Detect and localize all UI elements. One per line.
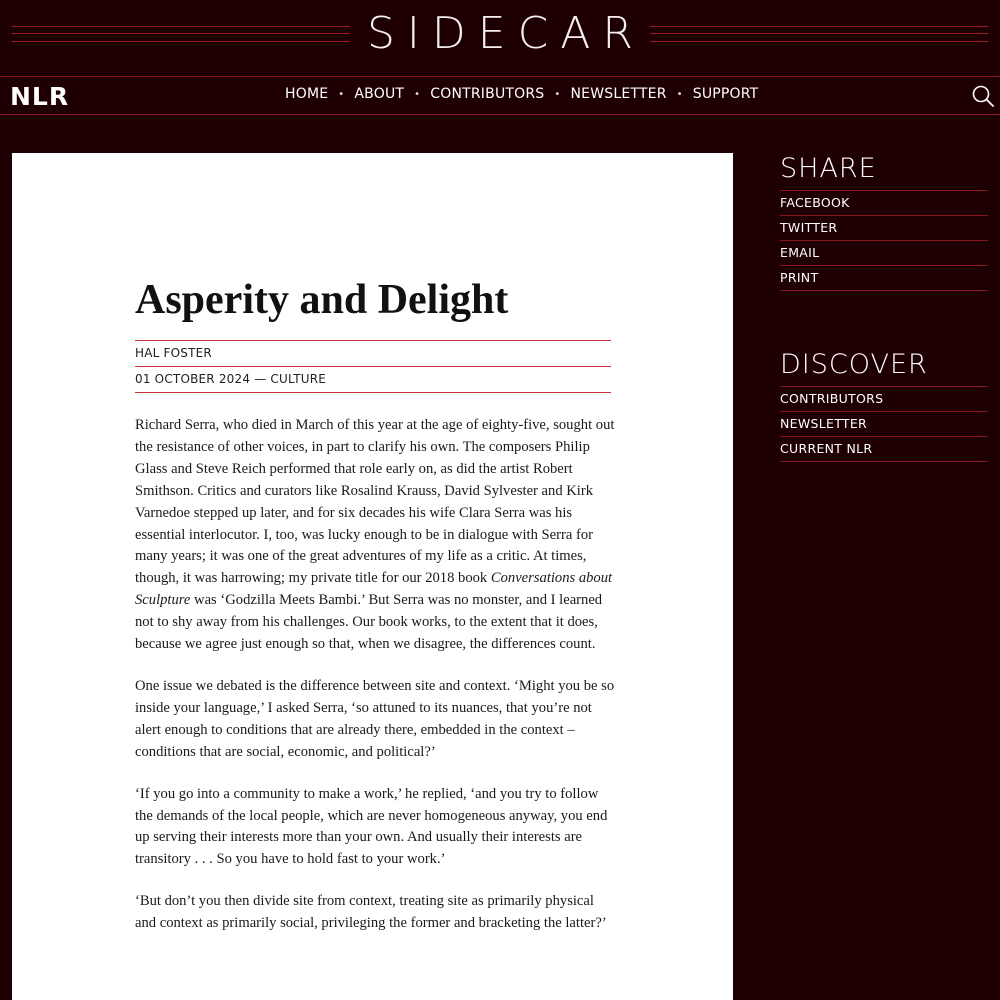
site-title[interactable]: SIDECAR: [367, 8, 645, 59]
discover-contributors-link[interactable]: CONTRIBUTORS: [780, 387, 988, 412]
sidebar: [780, 150, 988, 462]
nav-separator: •: [676, 88, 683, 100]
share-twitter-link[interactable]: TWITTER: [780, 216, 988, 241]
share-facebook-link[interactable]: FACEBOOK: [780, 191, 988, 216]
body-paragraph: ‘If you go into a community to make a work,’ he replied, ‘and you try to follow the demands of the local people, which are never homogeneous anyway, you end up serving their interests more than your own. And usually their interests are transitory . . . So you have to hold fast to your work.’: [135, 785, 608, 868]
article-author: [135, 340, 611, 367]
nav-item-home[interactable]: HOME: [285, 86, 329, 102]
paragraph-text: was ‘Godzilla Meets Bambi.’ But Serra was no monster, and I learned not to shy away from his challenges. Our book works, to the extent that it does, because we agree just enough so that, when we disagree, the differences count.: [135, 592, 603, 653]
article-dateline: [135, 366, 611, 393]
author-link[interactable]: HAL FOSTER: [135, 346, 212, 360]
discover-section: [780, 346, 988, 462]
nav-bar: [0, 76, 1000, 115]
print-link[interactable]: PRINT: [780, 266, 988, 291]
body-paragraph: One issue we debated is the difference between site and context. ‘Might you be so inside your language,’ I asked Serra, ‘so attuned to its nuances, that you’re not alert enough to conditions that are already there, embedded in the context – conditions that are social, economic, and political?’: [135, 677, 615, 760]
nav-separator: •: [338, 88, 345, 100]
nav-separator: •: [414, 88, 421, 100]
share-email-link[interactable]: EMAIL: [780, 241, 988, 266]
discover-heading: DISCOVER: [780, 346, 988, 387]
nav-item-newsletter[interactable]: NEWSLETTER: [570, 86, 667, 102]
discover-newsletter-link[interactable]: NEWSLETTER: [780, 412, 988, 437]
search-icon[interactable]: [970, 83, 996, 109]
nav-item-contributors[interactable]: CONTRIBUTORS: [430, 86, 545, 102]
share-heading: SHARE: [780, 150, 988, 191]
article-panel: [12, 153, 733, 1000]
nav-item-about[interactable]: ABOUT: [354, 86, 405, 102]
discover-current-nlr-link[interactable]: CURRENT NLR: [780, 437, 988, 462]
main-nav: [285, 86, 758, 102]
article-title: Asperity and Delight: [135, 277, 509, 323]
article-body: [135, 415, 615, 955]
dateline-text[interactable]: 01 OCTOBER 2024 — CULTURE: [135, 372, 327, 386]
masthead-rule-right: [650, 26, 988, 42]
nav-separator: •: [554, 88, 561, 100]
body-paragraph: [135, 415, 615, 656]
nav-item-support[interactable]: SUPPORT: [692, 86, 759, 102]
body-paragraph: ‘But don’t you then divide site from context, treating site as primarily physical and context as primarily social, privileging the former and bracketing the latter?’: [135, 893, 607, 932]
book-title: Conversations about Sculpture: [135, 570, 613, 609]
share-section: [780, 150, 988, 291]
masthead-rule-left: [12, 26, 350, 42]
nlr-logo[interactable]: NLR: [10, 82, 70, 111]
paragraph-text: Richard Serra, who died in March of this year at the age of eighty-five, sought out the resistance of other voices, in part to clarify his own. The composers Philip Glass and Steve Reich performed that role early on, as did the artist Robert Smithson. Critics and curators like Rosalind Krauss, David Sylvester and Kirk Varnedoe stepped up later, and for six decades his wife Clara Serra was his essential interlocutor. I, too, was lucky enough to be in dialogue with Serra for many years; it was one of the great adventures of my life as a critic. At times, though, it was harrowing; my private title for our 2018 book: [135, 417, 615, 587]
masthead: [0, 0, 1000, 76]
